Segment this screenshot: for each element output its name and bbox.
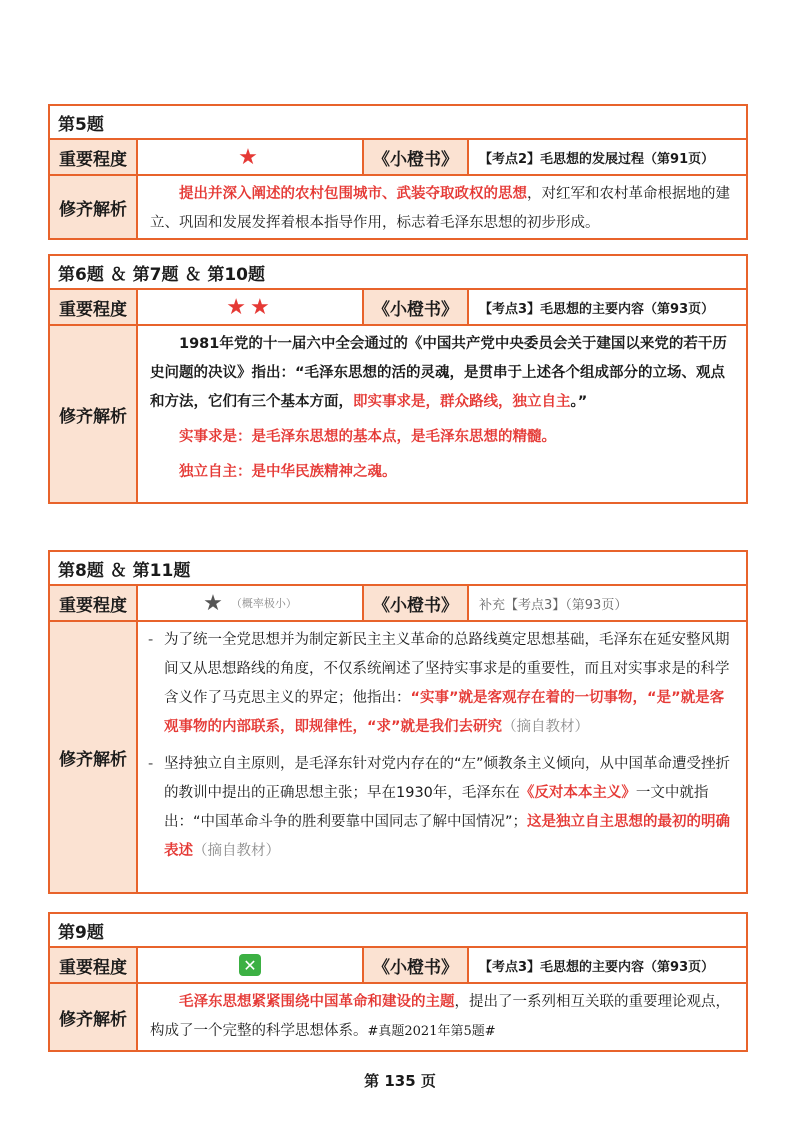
body-text: 坚持独立自主原则，是毛泽东针对党内存在的“左”倾教条主义倾向，从中国革命遭受挫折的教训中提出的正确思想主张；早在1930年，毛泽东在 <box>164 756 731 801</box>
highlight-text: 提出并深入阐述的农村包围城市、武装夺取政权的思想 <box>179 186 527 202</box>
page-number: 第 135 页 <box>364 1072 436 1090</box>
highlight-text: 《反对本本主义》 <box>519 785 636 801</box>
body-text: ，提出了一系列相互关联的重要理论观点，构成了一个完整的科学思想体系。 <box>150 994 730 1039</box>
body-text: 。” <box>570 394 588 410</box>
importance-label: 重要程度 <box>50 290 138 324</box>
reference-text: 【考点3】毛思想的主要内容（第93页） <box>479 301 715 317</box>
card-title: 第8题 ＆ 第11题 <box>50 552 746 586</box>
source-note: （摘自教材） <box>502 719 590 735</box>
bullet-dash: - <box>148 756 154 772</box>
star-rating <box>138 948 364 982</box>
card-title: 第5题 <box>50 106 746 140</box>
star-icon: ★ <box>238 144 262 170</box>
analysis-label: 修齐解析 <box>50 176 138 238</box>
question-card-6-7-10 <box>48 254 748 504</box>
book-label: 《小橙书》 <box>364 140 469 174</box>
analysis-row <box>50 176 746 238</box>
importance-label: 重要程度 <box>50 948 138 982</box>
body-text: 一文中就指出：“中国革命斗争的胜利要靠中国同志了解中国情况”； <box>164 785 709 830</box>
analysis-text <box>138 622 746 892</box>
body-text: 为了统一全党思想并为制定新民主主义革命的总路线奠定思想基础，毛泽东在延安整风期间又从思想路线的角度，不仅系统阐述了坚持实事求是的重要性，而且对实事求是的科学含义作了马克思主义的界定；他指出： <box>164 632 730 706</box>
exam-tag: #真题2021年第5题# <box>367 1024 496 1039</box>
book-label: 《小橙书》 <box>364 586 469 620</box>
question-card-9 <box>48 912 748 1052</box>
book-label: 《小橙书》 <box>364 290 469 324</box>
cross-mark-icon: ✕ <box>239 954 261 976</box>
star-rating <box>138 140 364 174</box>
analysis-label: 修齐解析 <box>50 984 138 1050</box>
question-card-8-11 <box>48 550 748 894</box>
reference-text: 补充【考点3】（第93页） <box>479 597 628 613</box>
book-label: 《小橙书》 <box>364 948 469 982</box>
analysis-row <box>50 984 746 1050</box>
star-icon: ★ <box>203 590 227 616</box>
bullet-item <box>146 750 736 866</box>
star-icon: ★★ <box>226 294 274 320</box>
analysis-text <box>138 176 746 238</box>
bullet-item <box>146 626 736 742</box>
star-rating <box>138 586 364 620</box>
probability-note: （概率极小） <box>230 597 297 610</box>
analysis-row <box>50 326 746 502</box>
highlight-text: “实事”就是客观存在着的一切事物，“是”就是客观事物的内部联系，即规律性，“求”就是我们去研究 <box>164 690 725 735</box>
highlight-text: 实事求是：是毛泽东思想的基本点，是毛泽东思想的精髓。 <box>179 429 556 445</box>
importance-row <box>50 140 746 176</box>
card-title: 第6题 ＆ 第7题 ＆ 第10题 <box>50 256 746 290</box>
analysis-text <box>138 326 746 502</box>
importance-row <box>50 290 746 326</box>
analysis-text <box>138 984 746 1050</box>
source-note: （摘自教材） <box>193 843 280 859</box>
analysis-row <box>50 622 746 892</box>
card-title: 第9题 <box>50 914 746 948</box>
analysis-label: 修齐解析 <box>50 326 138 502</box>
reference-text: 【考点2】毛思想的发展过程（第91页） <box>479 151 715 167</box>
question-card-5 <box>48 104 748 240</box>
importance-label: 重要程度 <box>50 586 138 620</box>
highlight-text: 这是独立自主思想的最初的明确表述 <box>164 814 731 859</box>
star-rating <box>138 290 364 324</box>
body-text: ，对红军和农村革命根据地的建立、巩固和发展发挥着根本指导作用，标志着毛泽东思想的初步形成。 <box>150 186 730 231</box>
analysis-label: 修齐解析 <box>50 622 138 892</box>
importance-row <box>50 586 746 622</box>
importance-label: 重要程度 <box>50 140 138 174</box>
bullet-dash: - <box>148 632 154 648</box>
body-text: 1981年党的十一届六中全会通过的《中国共产党中央委员会关于建国以来党的若干历史问题的决议》指出：“毛泽东思想的活的灵魂，是贯串于上述各个组成部分的立场、观点和方法，它们有三个基本方面， <box>150 336 727 410</box>
highlight-text: 即实事求是，群众路线，独立自主 <box>353 394 571 410</box>
importance-row <box>50 948 746 984</box>
reference-text: 【考点3】毛思想的主要内容（第93页） <box>479 959 715 975</box>
highlight-text: 独立自主：是中华民族精神之魂。 <box>179 464 397 480</box>
highlight-text: 毛泽东思想紧紧围绕中国革命和建设的主题 <box>179 994 455 1010</box>
